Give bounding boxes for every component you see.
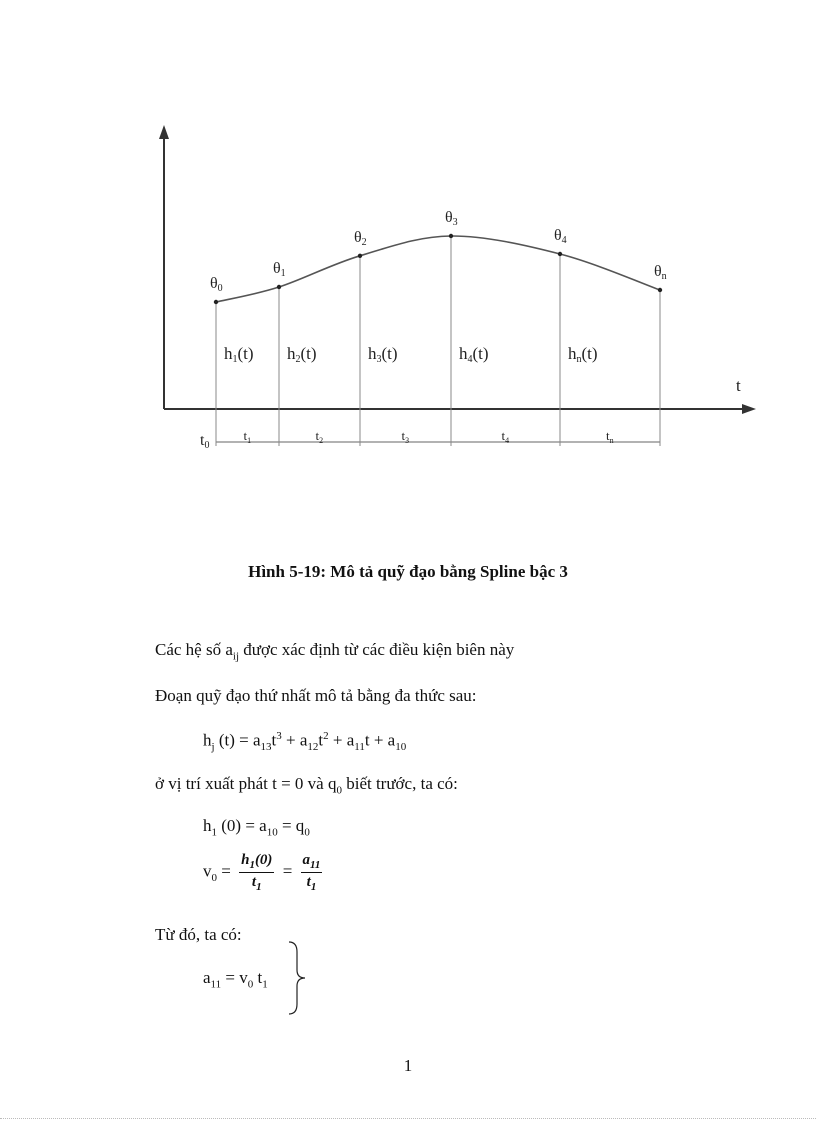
page-bottom-divider	[0, 1118, 816, 1119]
x-axis-arrow-icon	[742, 404, 756, 414]
t0-label: t0	[200, 432, 210, 451]
equation-polynomial: $h_j$ $(t) = a_{13}t^3 + a_{12}t^2 + a_{11}t + a_{10}$	[203, 730, 407, 754]
equation-initial-position: $h_1$ $(0) = a_{10} = q_0$	[203, 816, 310, 839]
paragraph-therefore: Từ đó, ta có:	[155, 925, 242, 944]
paragraph-coefficients: Các hệ số $a_{ij}$ được xác định từ các điều kiện biên này	[155, 640, 515, 663]
segment-label-2: h3(t)	[368, 344, 398, 365]
interval-label-2: $t_3$	[401, 428, 410, 445]
y-axis-arrow-icon	[159, 125, 169, 139]
paragraph-start-position: ở vị trí xuất phát t = 0 và $q_0$ biết trước, ta có:	[155, 774, 458, 797]
knot-point-4	[558, 252, 562, 256]
theta-label-5: θn	[654, 263, 667, 282]
curly-brace-icon	[286, 940, 308, 1016]
theta-label-1: θ1	[273, 260, 286, 279]
interval-label-1: $t_2$	[315, 428, 324, 445]
interval-label-3: $t_4$	[501, 428, 510, 445]
theta-label-2: θ2	[354, 228, 367, 248]
theta-label-3: θ3	[445, 209, 458, 228]
spline-trajectory-figure	[150, 95, 770, 465]
knot-point-0	[214, 300, 218, 304]
equation-initial-velocity: $v_0$ = $\frac{h_1(0)}{t_1}$ = $\frac{a_{11}}{t_1}$	[203, 852, 321, 893]
knot-point-5	[658, 288, 662, 292]
page-number: 1	[403, 1056, 413, 1075]
fraction-a11-over-t1: $\frac{a_{11}}{t_1}$	[302, 852, 321, 893]
x-axis-label: t	[736, 376, 741, 395]
segment-label-4: hn(t)	[568, 344, 598, 365]
knot-point-2	[358, 254, 362, 258]
segment-label-1: h2(t)	[287, 344, 317, 365]
theta-label-0: θ0	[210, 275, 223, 294]
fraction-h1-over-t1: $\frac{h_1(0)}{t_1}$	[241, 852, 273, 893]
knot-point-1	[277, 285, 281, 289]
interval-label-4: $t_n$	[606, 428, 614, 445]
interval-label-0: $t_1$	[243, 428, 252, 445]
figure-caption: Hình 5-19: Mô tả quỹ đạo bằng Spline bậc 3	[248, 562, 568, 581]
equation-a11: $a_{11} = v_0$ $t_1$	[203, 968, 268, 991]
paragraph-first-segment: Đoạn quỹ đạo thứ nhất mô tả bằng đa thức sau:	[155, 686, 477, 705]
segment-label-0: h1(t)	[224, 344, 254, 365]
knot-point-3	[449, 234, 453, 238]
theta-label-4: θ4	[554, 227, 567, 246]
segment-label-3: h4(t)	[459, 344, 489, 365]
